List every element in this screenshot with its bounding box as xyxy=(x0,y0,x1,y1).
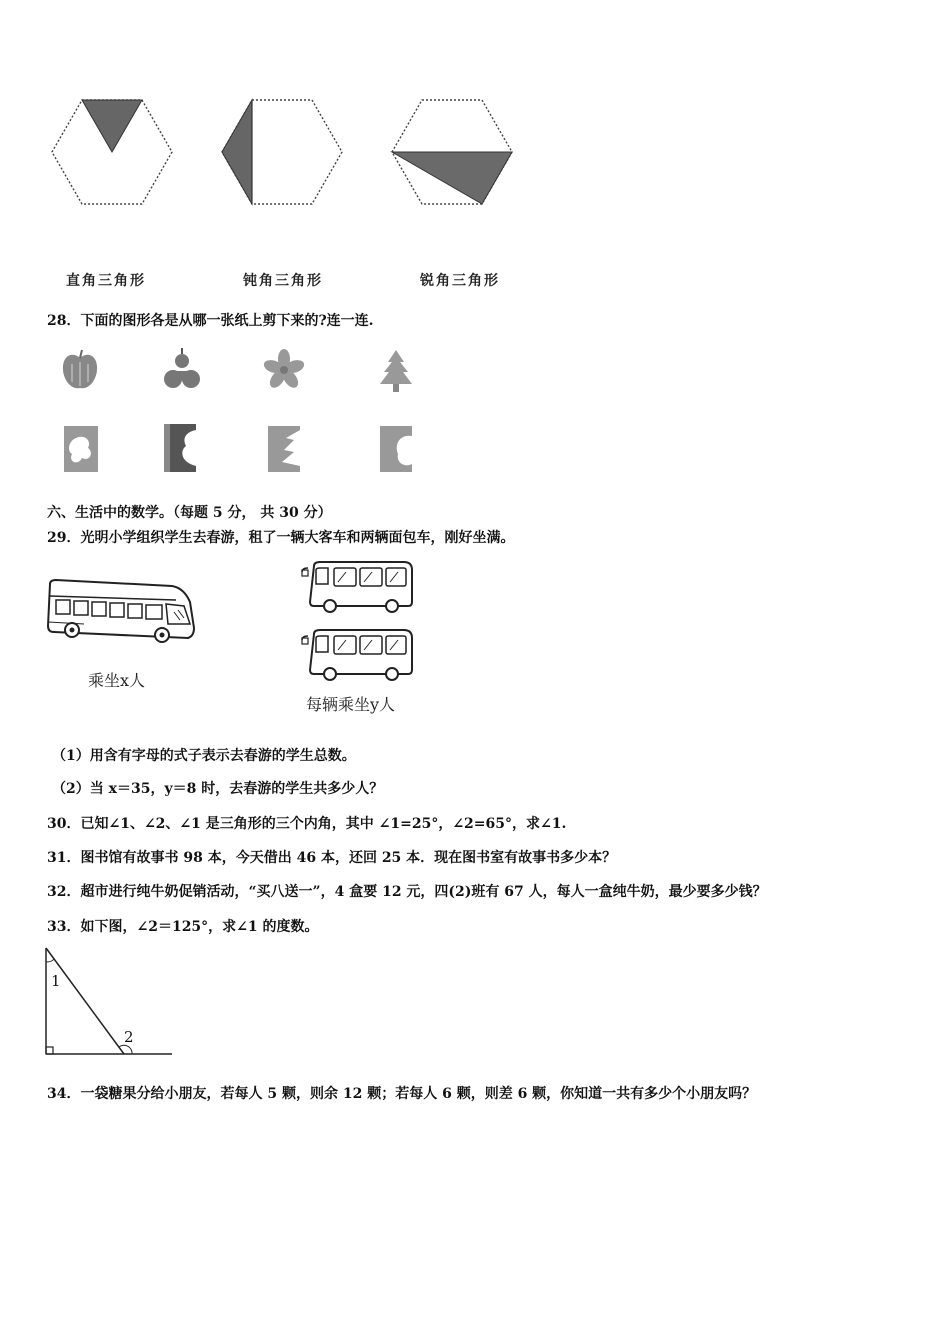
label-obtuse-triangle: 钝角三角形 xyxy=(243,273,323,289)
tree-shape-figure xyxy=(376,348,416,394)
question-34: 34．一袋糖果分给小朋友，若每人 5 颗，则余 12 颗；若每人 6 颗，则差 6 颗，你知道一共有多少个小朋友吗？ xyxy=(47,1086,757,1102)
question-29-part-1: （1）用含有字母的式子表示去春游的学生总数。 xyxy=(52,748,356,764)
apple-shape-figure xyxy=(60,348,100,393)
question-31: 31．图书馆有故事书 98 本，今天借出 46 本，还回 25 本．现在图书室有故事书多少本？ xyxy=(47,850,617,866)
question-30: 30．已知∠1、∠2、∠1 是三角形的三个内角，其中 ∠1=25°，∠2=65°，求∠1. xyxy=(47,816,567,832)
question-32: 32．超市进行纯牛奶促销活动，“买八送一”，4 盒要 12 元，四(2)班有 67 人，每人一盒纯牛奶，最少要多少钱？ xyxy=(47,884,767,900)
question-29: 29．光明小学组织学生去春游，租了一辆大客车和两辆面包车，刚好坐满。 xyxy=(47,530,515,546)
van-illustration-bottom xyxy=(300,626,418,686)
angle-2-label: 2 xyxy=(124,1028,134,1046)
large-bus-illustration xyxy=(44,576,200,658)
flower-shape-figure xyxy=(262,348,306,392)
section-6-heading: 六、生活中的数学。（每题 5 分， 共 30 分） xyxy=(47,505,332,521)
paper-with-apple-hole-figure xyxy=(378,424,414,474)
label-acute-triangle: 锐角三角形 xyxy=(420,273,500,289)
paper-with-flower-hole-figure xyxy=(62,424,100,474)
question-33: 33．如下图，∠2＝125°，求∠1 的度数。 xyxy=(47,919,319,935)
hexagon-obtuse-triangle-figure xyxy=(220,98,345,208)
question-29-part-2: （2）当 x＝35，y＝8 时，去春游的学生共多少人？ xyxy=(52,781,384,797)
paper-with-tree-hole-figure xyxy=(266,424,302,474)
van-illustration-top xyxy=(300,558,418,618)
van-caption: 每辆乘坐y人 xyxy=(306,695,396,714)
angle-1-label: 1 xyxy=(51,972,61,990)
bus-caption: 乘坐x人 xyxy=(88,671,146,690)
gourd-shape-figure xyxy=(162,345,202,395)
hexagon-right-triangle-figure xyxy=(50,98,175,208)
label-right-triangle: 直角三角形 xyxy=(66,273,146,289)
paper-with-gourd-hole-figure xyxy=(160,422,200,474)
hexagon-acute-triangle-figure xyxy=(390,98,515,208)
right-triangle-figure xyxy=(42,944,176,1060)
question-28: 28．下面的图形各是从哪一张纸上剪下来的?连一连. xyxy=(47,313,374,329)
